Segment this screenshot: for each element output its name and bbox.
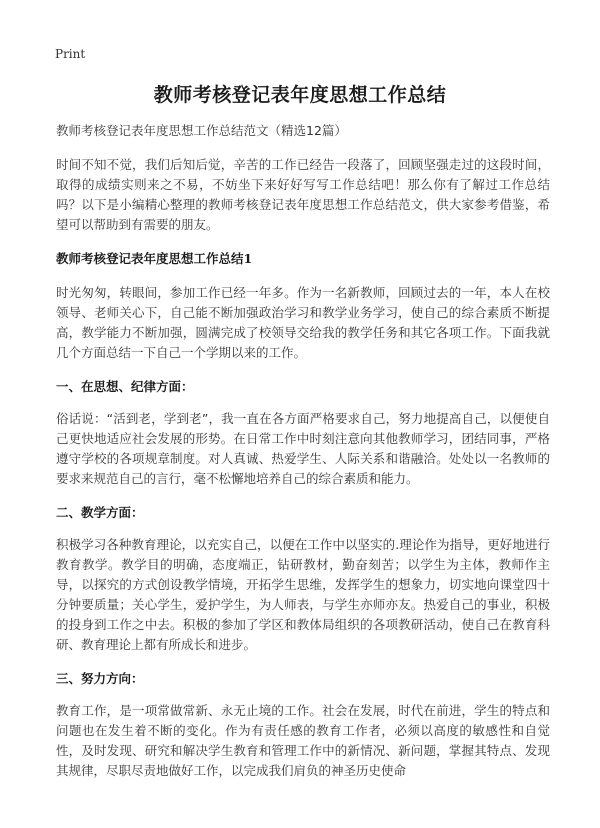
section-heading: 教师考核登记表年度思想工作总结1 xyxy=(56,251,253,266)
subsection-heading-thought-discipline: 一、在思想、纪律方面： xyxy=(56,379,194,394)
article-subtitle: 教师考核登记表年度思想工作总结范文（精选12篇） xyxy=(56,123,347,138)
print-link[interactable]: Print xyxy=(55,47,86,61)
subsection-heading-teaching: 二、教学方面： xyxy=(56,505,144,520)
section-intro-paragraph: 时光匆匆，转眼间，参加工作已经一年多。作为一名新教师，回顾过去的一年，本人在校领导、老师关心下，自己能不断加强政治学习和教学业务学习，使自己的综合素质不断提高，教学能力不断加强，圆满完成了校领导交给我的教学任务和其它各项工作。下面我就几个方面总结一下自己一个学期以来的工作。 xyxy=(56,285,550,360)
article-body xyxy=(56,121,550,795)
subsection-paragraph-direction: 教育工作，是一项常做常新、永无止境的工作。社会在发展，时代在前进，学生的特点和问题也在发生着不断的变化。作为有责任感的教育工作者，必须以高度的敏感性和自觉性，及时发现、研究和解决学生教育和管理工作中的新情况、新问题，掌握其特点、发现其规律，尽职尽责地做好工作，以完成我们肩负的神圣历史使命 xyxy=(56,703,550,778)
page-title: 教师考核登记表年度思想工作总结 xyxy=(153,84,447,106)
subsection-paragraph-teaching: 积极学习各种教育理论，以充实自己，以便在工作中以坚实的.理论作为指导，更好地进行教育教学。教学目的明确，态度端正，钻研教材，勤奋刻苦；以学生为主体，教师作主导，以探究的方式创设教学情境，开拓学生思维，发挥学生的想象力，切实地向课堂四十分钟要质量；关心学生，爱护学生，为人师表，与学生亦师亦友。热爱自己的事业，积极的投身到工作之中去。积极的参加了学区和教体局组织的各项教研活动，使自己在教育科研、教育理论上都有所成长和进步。 xyxy=(56,537,550,652)
intro-paragraph: 时间不知不觉，我们后知后觉，辛苦的工作已经告一段落了，回顾坚强走过的这段时间，取得的成绩实则来之不易，不妨坐下来好好写写工作总结吧！那么你有了解过工作总结吗？以下是小编精心整理的教师考核登记表年度思想工作总结范文，供大家参考借鉴，希望可以帮助到有需要的朋友。 xyxy=(56,157,550,232)
subsection-paragraph-thought-discipline: 俗话说：“活到老，学到老”，我一直在各方面严格要求自己，努力地提高自己，以便使自己更快地适应社会发展的形势。在日常工作中时刻注意向其他教师学习，团结同事，严格遵守学校的各项规章制度。对人真诚、热爱学生、人际关系和谐融洽。处处以一名教师的要求来规范自己的言行，毫不松懈地培养自己的综合素质和能力。 xyxy=(56,411,550,486)
subsection-heading-direction: 三、努力方向： xyxy=(56,671,144,686)
